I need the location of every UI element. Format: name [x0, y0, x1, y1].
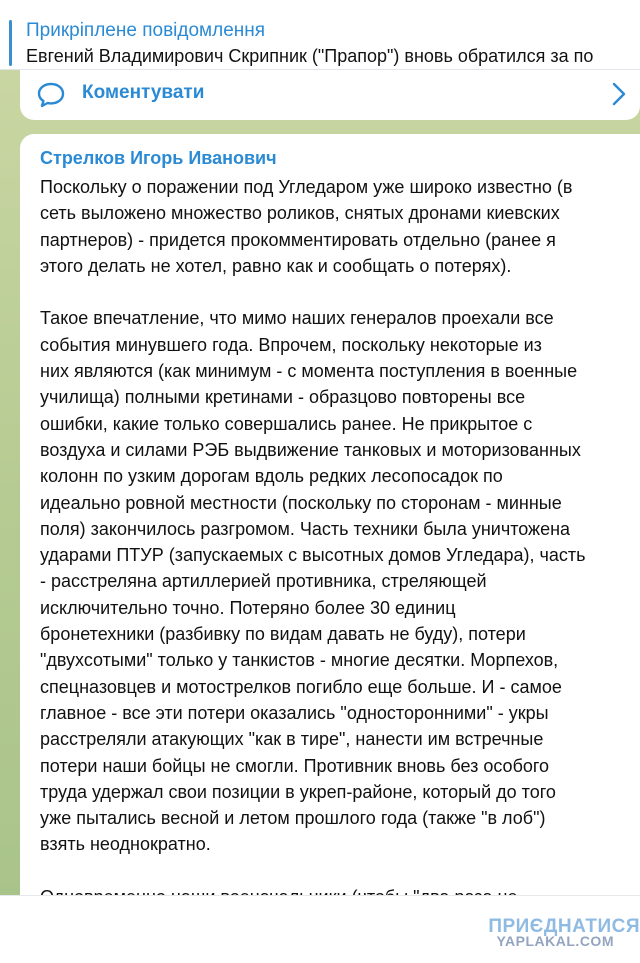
message-bubble — [20, 134, 640, 914]
message-text: Поскольку о поражении под Угледаром уже широко известно (в сеть выложено множество роликов, снятых дронами киевских партнеров) - придется прокомментировать отдельно (ранее я этого делать не хотел, равно как и сообщать о потерях). Такое впечатление, что мимо наших генералов проехали все события минувшего года. Впрочем, поскольку некоторые из них являются (как минимум - с момента поступления в военные училища) полными кретинами - образцово повторены все ошибки, какие только совершались ранее. Не прикрытое с воздуха и силами РЭБ выдвижение танковых и моторизованных колонн по узким дорогам вдоль редких лесопосадок по идеально ровной местности (поскольку по сторонам - минные поля) закончилось разгромом. Часть техники была уничтожена ударами ПТУР (запускаемых с высотных домов Угледара), часть - расстреляна артиллерией противника, стреляющей исключительно точно. Потеряно более 30 единиц бронетехники (разбивку по видам давать не буду), потери "двухсотыми" только у танкистов - многие десятки. Морпехов, спецназовцев и мотострелков погибло еще больше. И - самое главное - все эти потери оказались "односторонними" - укры расстреляли атакующих "как в тире", нанести им встречные потери наши бойцы не смогли. Противник вновь без особого труда удержал свои позиции в укреп-районе, который до того уже пытались весной и летом прошлого года (также "в лоб") взять неоднократно. — [40, 177, 586, 855]
comment-label: Коментувати — [82, 82, 205, 103]
site-watermark: YAPLAKAL.COM — [496, 933, 614, 949]
join-channel-button[interactable]: ПРИЄДНАТИСЯ — [488, 916, 640, 937]
bottom-bar — [0, 895, 640, 963]
speech-bubble-icon — [36, 80, 66, 110]
pinned-message-bar[interactable] — [0, 0, 640, 70]
comment-button[interactable] — [20, 70, 640, 120]
chat-background — [0, 70, 640, 895]
pinned-title: Прикріплене повідомлення — [26, 20, 266, 41]
chevron-right-icon — [612, 82, 626, 106]
pinned-accent-line — [9, 20, 12, 66]
message-author[interactable]: Стрелков Игорь Иванович — [40, 148, 277, 168]
pinned-preview-text: Евгений Владимирович Скрипник ("Прапор") вновь обратился за по — [26, 46, 594, 66]
